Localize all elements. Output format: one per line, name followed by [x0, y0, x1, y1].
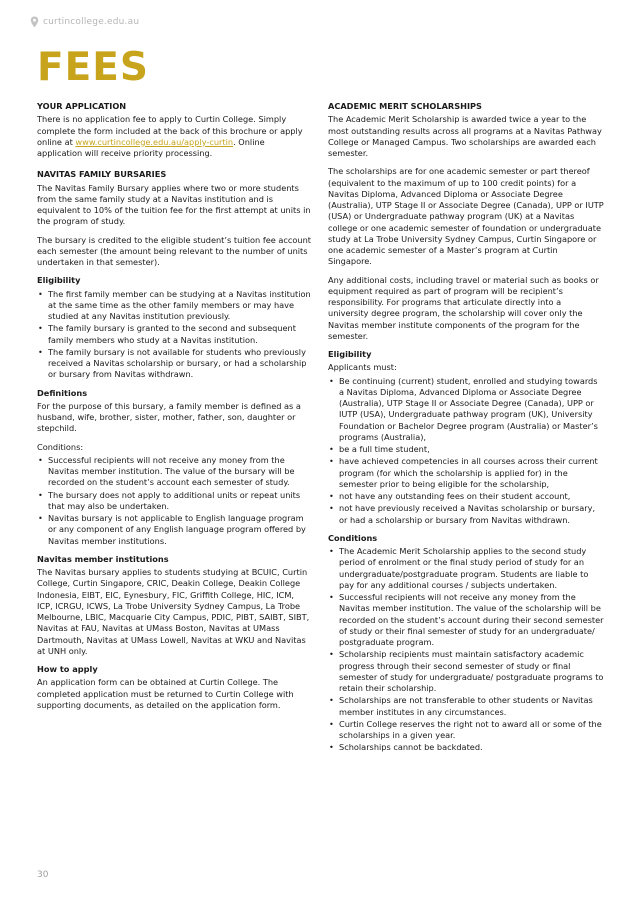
institutions-text: The Navitas bursary applies to students studying at BCUIC, Curtin College, Curtin Singapore, CRIC, Deakin College, Deakin College Indonesia, EIBT, EIC, Eynesbury, FIC, Griffith College, HIC, ICM, ICP, ICRGU, ICWS, La Trobe University Sydney Campus, La Trobe Melbourne, LBIC, Macquarie City Campus, PDIC, PIBT, SAIBT, SIBT, Navitas at FAU, Navitas at UMass Boston, Navitas at UMass Dartmouth, Navitas at UMass Lowell, Navitas at WKU and Navitas at UNH only. — [37, 567, 310, 656]
list-item: • Navitas bursary is not applicable to English language program or any component of any English language program offered by Navitas member institutions. — [37, 513, 311, 547]
applicants-intro: Applicants must: — [328, 362, 397, 373]
left-column — [37, 101, 311, 718]
scholarships-paragraph-1: The Academic Merit Scholarship is awarded twice a year to the most outstanding results across all programs at a Navitas Pathway College or Managed Campus. Two scholarships are awarded each semester. — [328, 114, 602, 158]
list-item: • not have previously received a Navitas scholarship or bursary, or had a scholarship or bursary from Navitas withdrawn. — [328, 503, 604, 526]
your-application-text: There is no application fee to apply to Curtin College. Simply complete the form included at the back of this brochure or apply online at www.curtincollege.edu.au/apply-curtin. Online application will receive priority processing. — [37, 114, 303, 158]
location-pin-icon — [30, 16, 39, 28]
list-item: • Scholarship recipients must maintain satisfactory academic progress through their second semester of study or final semester of study for undergraduate/ postgraduate programs to retain their scholarship. — [328, 649, 604, 694]
scholarship-eligibility-heading: Eligibility — [328, 349, 372, 359]
scholarships-paragraph-2: The scholarships are for one academic semester or part thereof (equivalent to the maximum of up to 100 credit points) for a Navitas Diploma, Advanced Diploma or Associate Degree (Australia), UTP Stage II or Associate Degree (Canada), UPP or IUTP (USA) or Undergraduate pathway program (UK) at a Navitas college or one academic semester of foundation or undergraduate study at La Trobe University Sydney Campus, Curtin Singapore or one academic semester of a Master’s program at Curtin Singapore. — [328, 166, 604, 267]
definitions-heading: Definitions — [37, 387, 88, 398]
definitions-text: For the purpose of this bursary, a family member is defined as a husband, wife, brother, sister, mother, father, son, daughter or stepchild. — [37, 400, 301, 434]
bursaries-paragraph-1: The Navitas Family Bursary applies where two or more students from the same family study at a Navitas institution and is equivalent to 10% of the tuition fee for the first attempt at units in the program of study. — [37, 182, 311, 227]
bursaries-heading: NAVITAS FAMILY BURSARIES — [37, 169, 167, 180]
list-item: • Scholarships are not transferable to other students or Navitas member institutes in any circumstances. — [328, 695, 604, 718]
list-item: • Curtin College reserves the right not to award all or some of the scholarships in a given year. — [328, 719, 604, 742]
scholarships-paragraph-3: Any additional costs, including travel or material such as books or equipment required as part of program will be recipient’s responsibility. For programs that articulate directly into a university degree program, the scholarship will cover only the Navitas member institute components of the program for the semester. — [328, 274, 599, 341]
right-column — [328, 101, 604, 761]
header-bar — [30, 16, 139, 28]
bursary-eligibility-heading: Eligibility — [37, 275, 81, 286]
your-application-heading: YOUR APPLICATION — [37, 101, 127, 111]
institutions-heading: Navitas member institutions — [37, 553, 169, 564]
how-to-apply-text: An application form can be obtained at Curtin College. The completed application must be returned to Curtin College with supporting documents, as detailed on the application form. — [37, 677, 294, 710]
list-item: • The first family member can be studying at a Navitas institution at the same time as the other family members or may have studied at any Navitas institution previously. — [37, 289, 311, 323]
scholarships-heading: ACADEMIC MERIT SCHOLARSHIPS — [328, 101, 482, 111]
scholarship-conditions-list — [328, 546, 604, 754]
bursary-conditions-list — [37, 455, 311, 547]
list-item: • be a full time student, — [328, 444, 604, 455]
how-to-apply-heading: How to apply — [37, 664, 98, 674]
scholarship-eligibility-list — [328, 376, 604, 526]
list-item: • Be continuing (current) student, enrolled and studying towards a Navitas Diploma, Advanced Diploma or Associate Degree (Australia), UTP Stage II or Associate Degree (Canada), UPP or IUTP (USA), Undergraduate pathway program (UK), University Foundation or Bachelor Degree program (Australia) or Master’s programs (Australia), — [328, 376, 604, 444]
list-item: • Successful recipients will not receive any money from the Navitas member institution. The value of the scholarship will be recorded on the student’s account during their second semester of study or their final semester of study for an undergraduate/ postgraduate program. — [328, 592, 604, 648]
list-item: • The family bursary is granted to the second and subsequent family members who study at a Navitas institution. — [37, 323, 311, 346]
bursaries-paragraph-2: The bursary is credited to the eligible student’s tuition fee account each semester (the amount being relevant to the number of units undertaken in that semester). — [37, 234, 312, 267]
list-item: • not have any outstanding fees on their student account, — [328, 491, 604, 502]
list-item: • The bursary does not apply to additional units or repeat units that may also be undertaken. — [37, 490, 311, 513]
list-item: • Successful recipients will not receive any money from the Navitas member institution. The value of the bursary will be recorded on the student’s account each semester of study. — [37, 455, 311, 489]
apply-link[interactable]: www.curtincollege.edu.au/apply-curtin — [75, 136, 234, 147]
list-item: • have achieved competencies in all courses across their current program (for which the scholarship is applied for) in the semester prior to being eligible for the scholarship, — [328, 456, 604, 490]
list-item: • The Academic Merit Scholarship applies to the second study period of enrolment or the final study period of study for an undergraduate/postgraduate program. Students are liable to pay for any additional courses / subjects undertaken. — [328, 546, 604, 591]
conditions-label: Conditions: — [37, 441, 84, 452]
page-title: FEES — [37, 45, 150, 90]
site-url[interactable]: curtincollege.edu.au — [43, 17, 140, 27]
list-item: • Scholarships cannot be backdated. — [328, 742, 604, 753]
scholarship-conditions-heading: Conditions — [328, 532, 378, 543]
page-number: 30 — [37, 870, 49, 880]
bursary-eligibility-list — [37, 289, 311, 381]
list-item: • The family bursary is not available for students who previously received a Navitas scholarship or bursary, or had a scholarship or bursary from Navitas withdrawn. — [37, 347, 311, 381]
